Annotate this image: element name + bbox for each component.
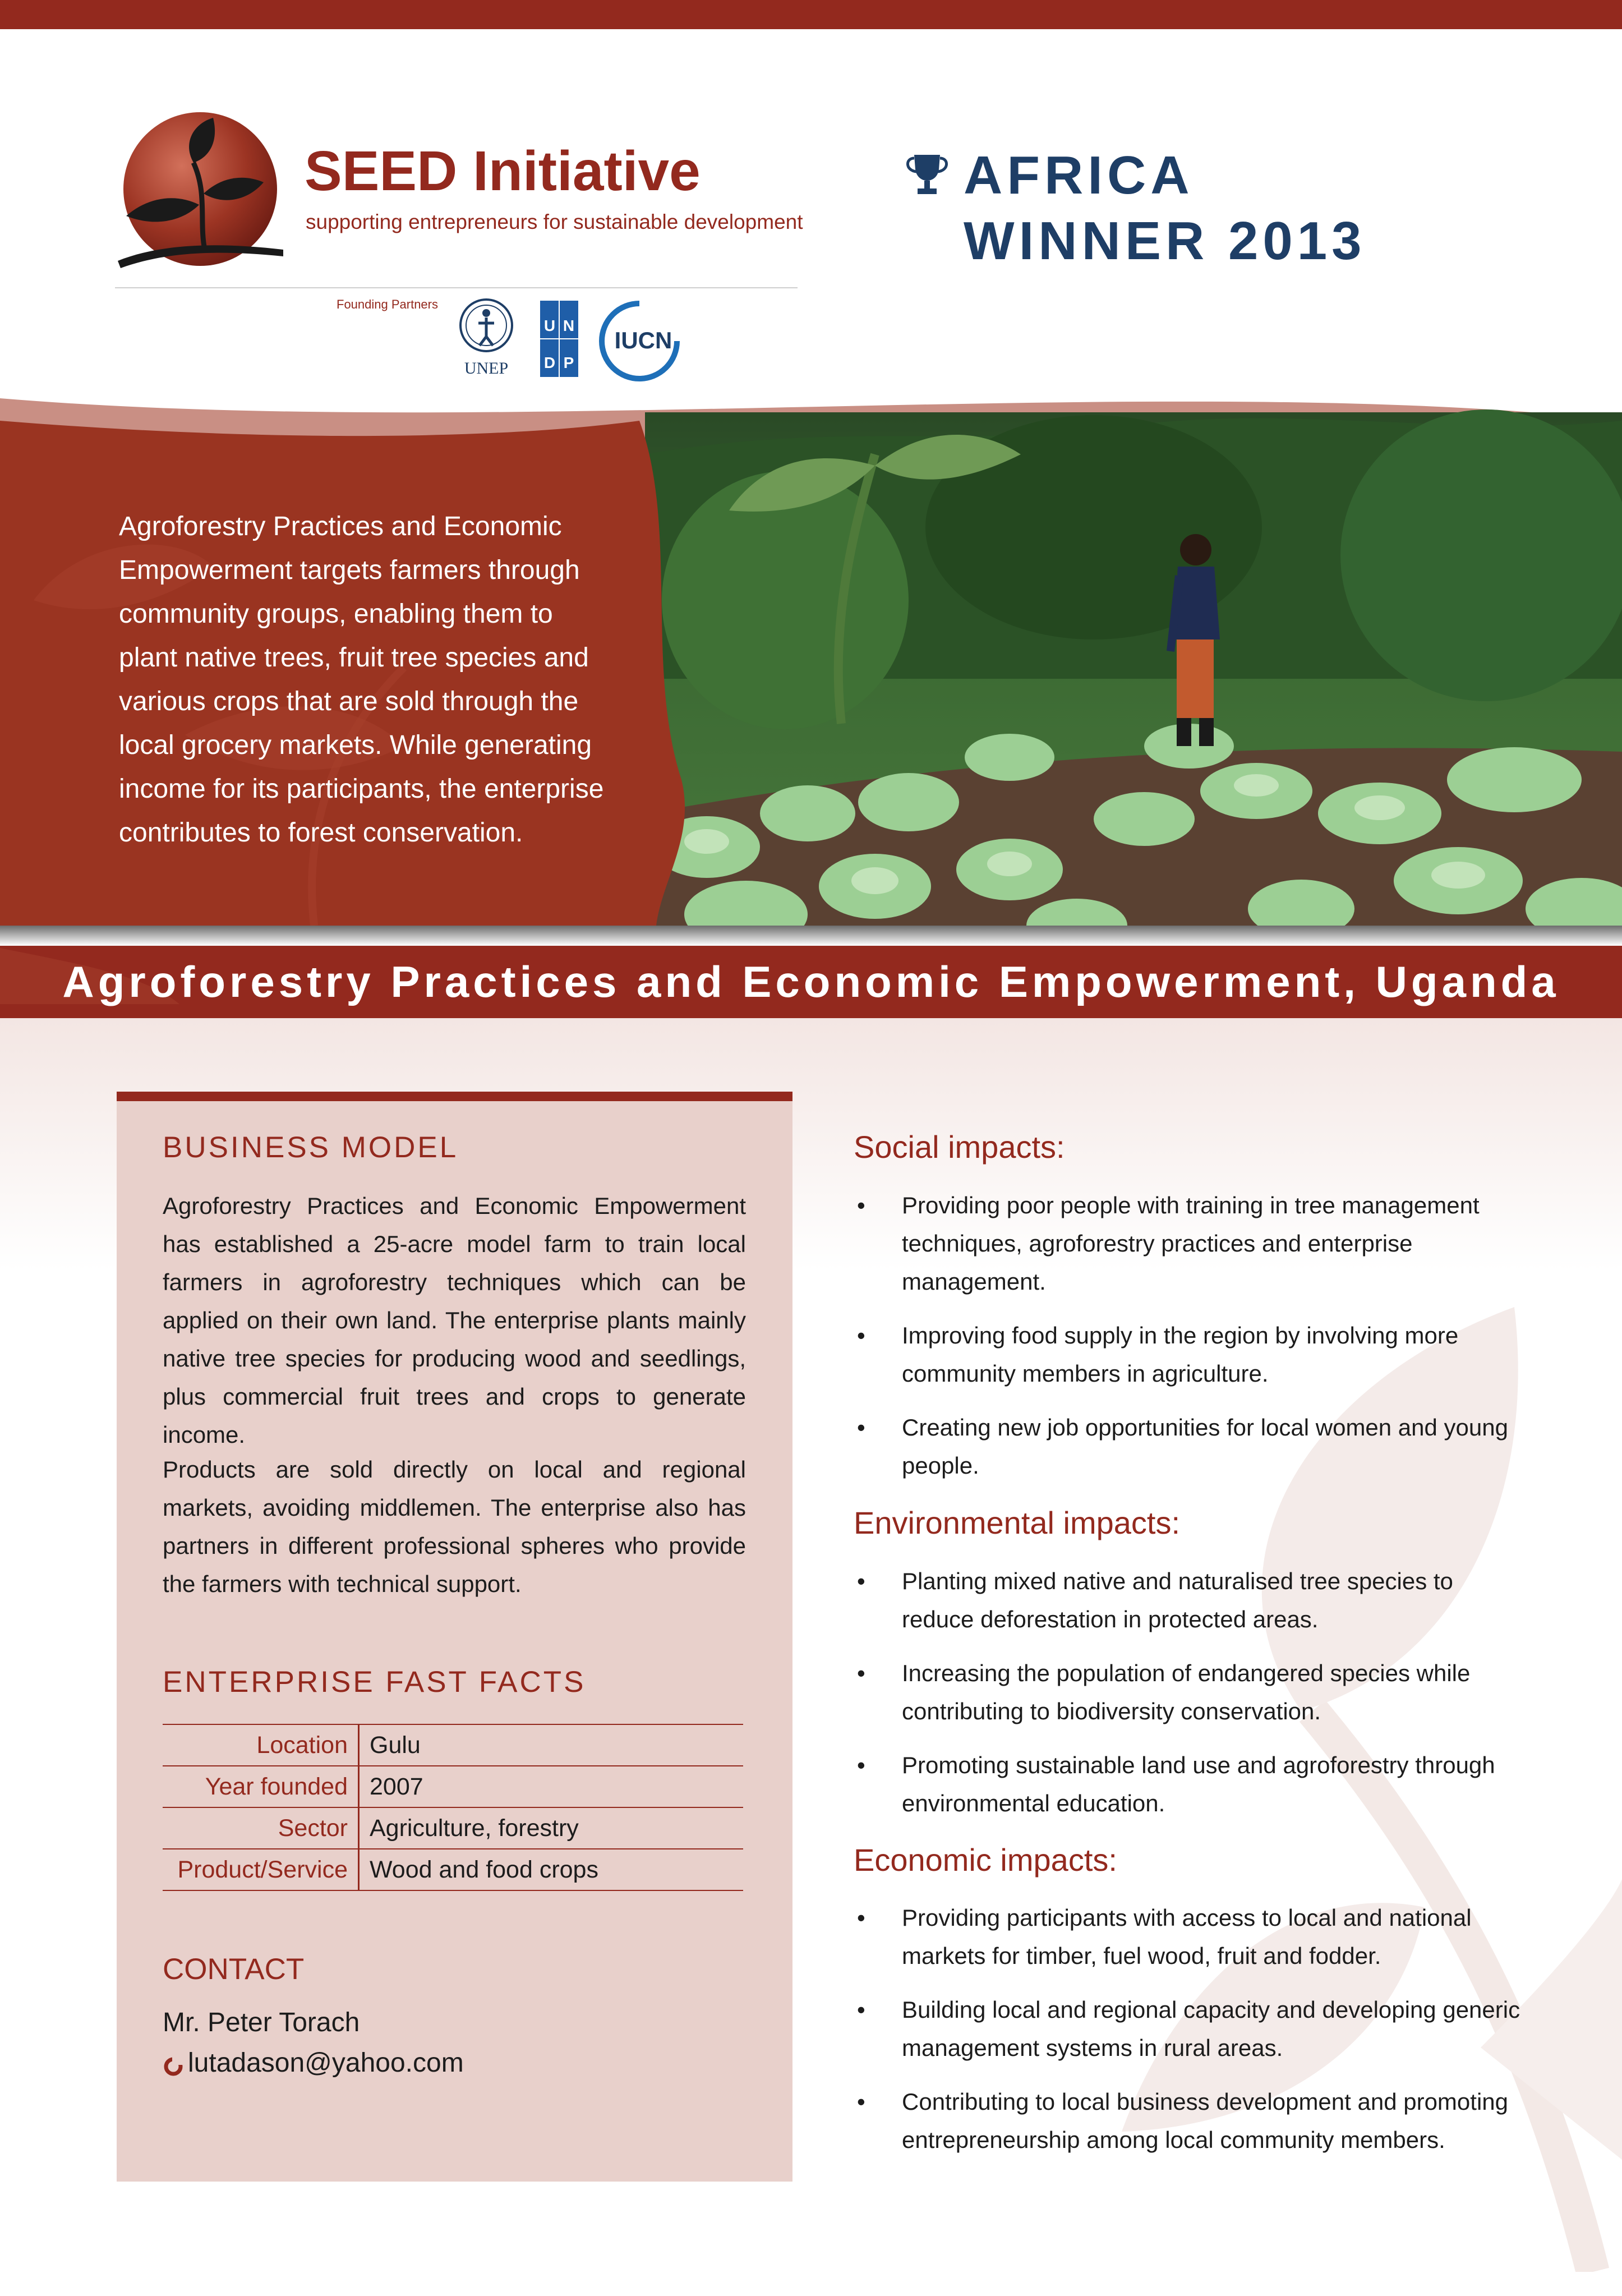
- environmental-impacts-heading: Environmental impacts:: [854, 1505, 1181, 1540]
- unep-logo-text: UNEP: [464, 359, 509, 378]
- unep-logo: [451, 296, 522, 378]
- list-item: [854, 1899, 1527, 1975]
- contact-name: Mr. Peter Torach: [163, 2008, 360, 2037]
- list-item-text: Building local and regional capacity and developing generic management systems in rural areas.: [902, 1996, 1520, 2061]
- fact-label-year-founded: Year founded: [163, 1766, 359, 1807]
- hero-description: Agroforestry Practices and Economic Empowerment targets farmers through community groups, enabling them to plant native trees, fruit tree species and various crops that are sold through the local grocery markets. While generating income for its participants, the enterprise contributes to forest conservation.: [119, 512, 604, 848]
- list-item-text: Improving food supply in the region by involving more community members in agriculture.: [902, 1322, 1459, 1387]
- contact-heading: CONTACT: [163, 1953, 305, 1986]
- fact-value-sector: Agriculture, forestry: [359, 1807, 744, 1849]
- award-region: AFRICA: [964, 145, 1194, 205]
- bullet-icon: •: [857, 2088, 865, 2115]
- economic-impacts-list: [854, 1899, 1527, 2175]
- fast-facts-row: [163, 1849, 743, 1890]
- list-item-text: Creating new job opportunities for local women and young people.: [902, 1414, 1508, 1479]
- list-item: [854, 1186, 1527, 1301]
- undp-logo: [540, 301, 578, 377]
- list-item: [854, 1562, 1527, 1639]
- list-item-text: Providing participants with access to local and national markets for timber, fuel wood, fruit and fodder.: [902, 1904, 1472, 1969]
- fast-facts-row: [163, 1724, 743, 1766]
- farm-photo: [645, 409, 1622, 953]
- bullet-icon: •: [857, 1192, 865, 1218]
- bullet-icon: •: [857, 1752, 865, 1778]
- list-item-text: Contributing to local business development and promoting entrepreneurship among local community members.: [902, 2088, 1508, 2153]
- founding-partners-label: Founding Partners: [337, 297, 438, 311]
- bullet-icon: •: [857, 1414, 865, 1441]
- list-item: [854, 1654, 1527, 1731]
- email-bullet-icon: [164, 2057, 183, 2076]
- bullet-icon: •: [857, 1660, 865, 1686]
- list-item: [854, 2083, 1527, 2159]
- business-model-paragraph-1: Agroforestry Practices and Economic Empowerment has established a 25-acre model farm to train local farmers in agroforestry techniques which can be applied on their own land. The enterprise plants mainly native tree species for producing wood and seedlings, plus commercial fruit trees and crops to generate income.: [163, 1193, 746, 1448]
- iucn-logo-text: IUCN: [614, 327, 672, 353]
- fast-facts-row: [163, 1766, 743, 1807]
- business-model-heading: BUSINESS MODEL: [163, 1131, 459, 1164]
- brand-name: SEED Initiative: [305, 140, 701, 203]
- undp-letter-u: U: [543, 317, 556, 334]
- undp-letter-d: D: [543, 354, 556, 371]
- trophy-icon: [902, 153, 952, 197]
- list-item: [854, 1317, 1527, 1393]
- seed-initiative-logo: [115, 109, 283, 278]
- list-item: [854, 1409, 1527, 1485]
- list-item: [854, 1991, 1527, 2067]
- fact-value-location: Gulu: [359, 1724, 744, 1766]
- bullet-icon: •: [857, 1904, 865, 1931]
- fact-value-year-founded: 2007: [359, 1766, 744, 1807]
- fact-label-location: Location: [163, 1724, 359, 1766]
- list-item: [854, 1746, 1527, 1823]
- fact-value-product-service: Wood and food crops: [359, 1849, 744, 1890]
- social-impacts-list: [854, 1186, 1527, 1501]
- fast-facts-table: [163, 1724, 743, 1891]
- contact-email-link[interactable]: lutadason@yahoo.com: [188, 2048, 464, 2078]
- fast-facts-heading: ENTERPRISE FAST FACTS: [163, 1665, 586, 1699]
- list-item-text: Planting mixed native and naturalised tree species to reduce deforestation in protected areas.: [902, 1568, 1453, 1632]
- fast-facts-row: [163, 1807, 743, 1849]
- bullet-icon: •: [857, 1996, 865, 2023]
- brand-tagline: supporting entrepreneurs for sustainable development: [306, 210, 803, 233]
- award-title: WINNER 2013: [964, 211, 1366, 271]
- economic-impacts-heading: Economic impacts:: [854, 1842, 1117, 1878]
- fact-label-product-service: Product/Service: [163, 1849, 359, 1890]
- fact-label-sector: Sector: [163, 1807, 359, 1849]
- business-model-paragraph-2: Products are sold directly on local and regional markets, avoiding middlemen. The enterprise also has partners in different professional spheres who provide the farmers with technical support.: [163, 1456, 746, 1597]
- undp-letter-p: P: [563, 354, 574, 371]
- list-item-text: Providing poor people with training in tree management techniques, agroforestry practices and enterprise management.: [902, 1192, 1480, 1295]
- bullet-icon: •: [857, 1322, 865, 1349]
- top-color-bar: [0, 0, 1622, 29]
- bullet-icon: •: [857, 1568, 865, 1594]
- list-item-text: Promoting sustainable land use and agroforestry through environmental education.: [902, 1752, 1495, 1816]
- iucn-logo: [597, 299, 681, 383]
- environmental-impacts-list: [854, 1562, 1527, 1838]
- list-item-text: Increasing the population of endangered species while contributing to biodiversity conservation.: [902, 1660, 1471, 1724]
- social-impacts-heading: Social impacts:: [854, 1129, 1065, 1165]
- header-divider: [115, 287, 798, 288]
- undp-letter-n: N: [563, 317, 575, 334]
- page-title: Agroforestry Practices and Economic Empowerment, Uganda: [62, 957, 1560, 1006]
